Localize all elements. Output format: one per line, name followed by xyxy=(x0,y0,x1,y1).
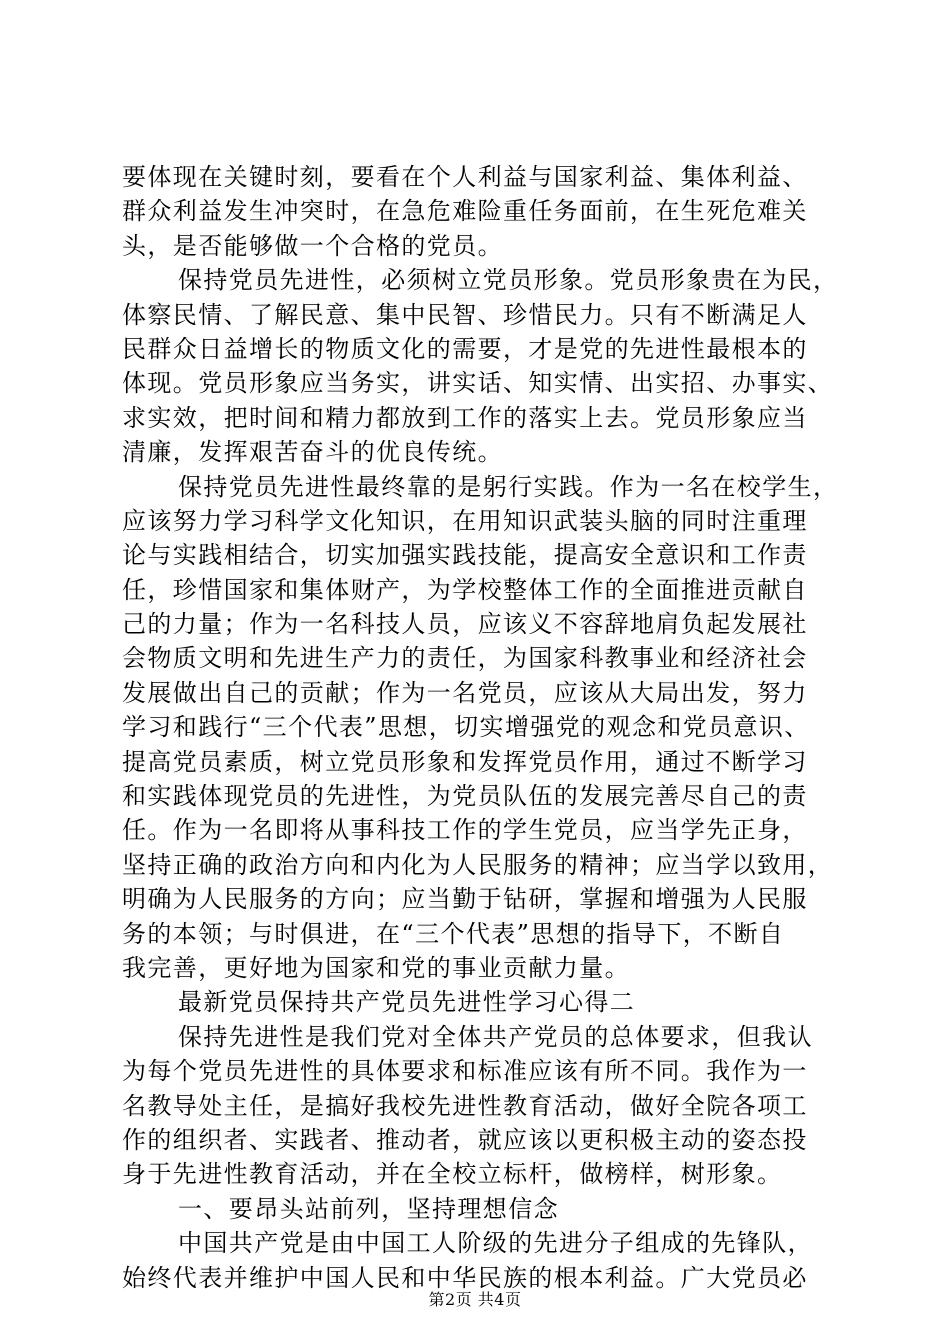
text-line: 提高党员素质，树立党员形象和发挥党员作用，通过不断学习 xyxy=(122,747,808,776)
text-line: 中国共产党是由中国工人阶级的先进分子组成的先锋队， xyxy=(178,1229,813,1258)
text-line: 保持党员先进性最终靠的是躬行实践。作为一名在校学生， xyxy=(178,472,839,501)
text-line: 体察民情、了解民意、集中民智、珍惜民力。只有不断满足人 xyxy=(122,300,808,329)
text-line: 身于先进性教育活动，并在全校立标杆，做榜样，树形象。 xyxy=(122,1160,783,1189)
text-line: 民群众日益增长的物质文化的需要，才是党的先进性最根本的 xyxy=(122,334,808,363)
text-line: 发展做出自己的贡献；作为一名党员，应该从大局出发，努力 xyxy=(122,678,808,707)
text-line: 会物质文明和先进生产力的责任，为国家科教事业和经济社会 xyxy=(122,644,808,673)
text-line: 务的本领；与时俱进，在“三个代表”思想的指导下，不断自 xyxy=(122,919,785,948)
text-line: 为每个党员先进性的具体要求和标准应该有所不同。我作为一 xyxy=(122,1057,808,1086)
text-line: 任，珍惜国家和集体财产，为学校整体工作的全面推进贡献自 xyxy=(122,575,808,604)
text-line: 名教导处主任，是搞好我校先进性教育活动，做好全院各项工 xyxy=(122,1091,808,1120)
text-line: 体现。党员形象应当务实，讲实话、知实情、出实招、办事实、 xyxy=(122,369,834,398)
text-line: 坚持正确的政治方向和内化为人民服务的精神；应当学以致用， xyxy=(122,850,834,879)
text-line: 群众利益发生冲突时，在急危难险重任务面前，在生死危难关 xyxy=(122,197,808,226)
text-line: 和实践体现党员的先进性，为党员队伍的发展完善尽自己的责 xyxy=(122,782,808,811)
text-line: 清廉，发挥艰苦奋斗的优良传统。 xyxy=(122,438,503,467)
page-number-footer: 第2页 共4页 xyxy=(428,1290,522,1309)
text-line: 我完善，更好地为国家和党的事业贡献力量。 xyxy=(122,953,630,982)
text-line: 明确为人民服务的方向；应当勤于钻研，掌握和增强为人民服 xyxy=(122,885,808,914)
text-line: 保持党员先进性，必须树立党员形象。党员形象贵在为民， xyxy=(178,266,839,295)
text-line: 求实效，把时间和精力都放到工作的落实上去。党员形象应当 xyxy=(122,403,808,432)
text-line: 最新党员保持共产党员先进性学习心得二 xyxy=(178,988,636,1017)
text-line: 头，是否能够做一个合格的党员。 xyxy=(122,231,503,260)
text-line: 一、要昂头站前列，坚持理想信念 xyxy=(178,1194,559,1223)
document-body xyxy=(122,160,839,1295)
text-line: 作的组织者、实践者、推动者，就应该以更积极主动的姿态投 xyxy=(122,1125,808,1154)
text-line: 己的力量；作为一名科技人员，应该义不容辞地肩负起发展社 xyxy=(122,610,808,639)
text-line: 应该努力学习科学文化知识，在用知识武装头脑的同时注重理 xyxy=(122,506,808,535)
text-line: 任。作为一名即将从事科技工作的学生党员，应当学先正身， xyxy=(122,816,808,845)
text-line: 始终代表并维护中国人民和中华民族的根本利益。广大党员必 xyxy=(122,1263,808,1292)
text-line: 论与实践相结合，切实加强实践技能，提高安全意识和工作责 xyxy=(122,541,808,570)
text-line: 要体现在关键时刻，要看在个人利益与国家利益、集体利益、 xyxy=(122,163,808,191)
text-line: 学习和践行“三个代表”思想，切实增强党的观念和党员意识、 xyxy=(122,713,810,742)
text-line: 保持先进性是我们党对全体共产党员的总体要求，但我认 xyxy=(178,1022,813,1051)
